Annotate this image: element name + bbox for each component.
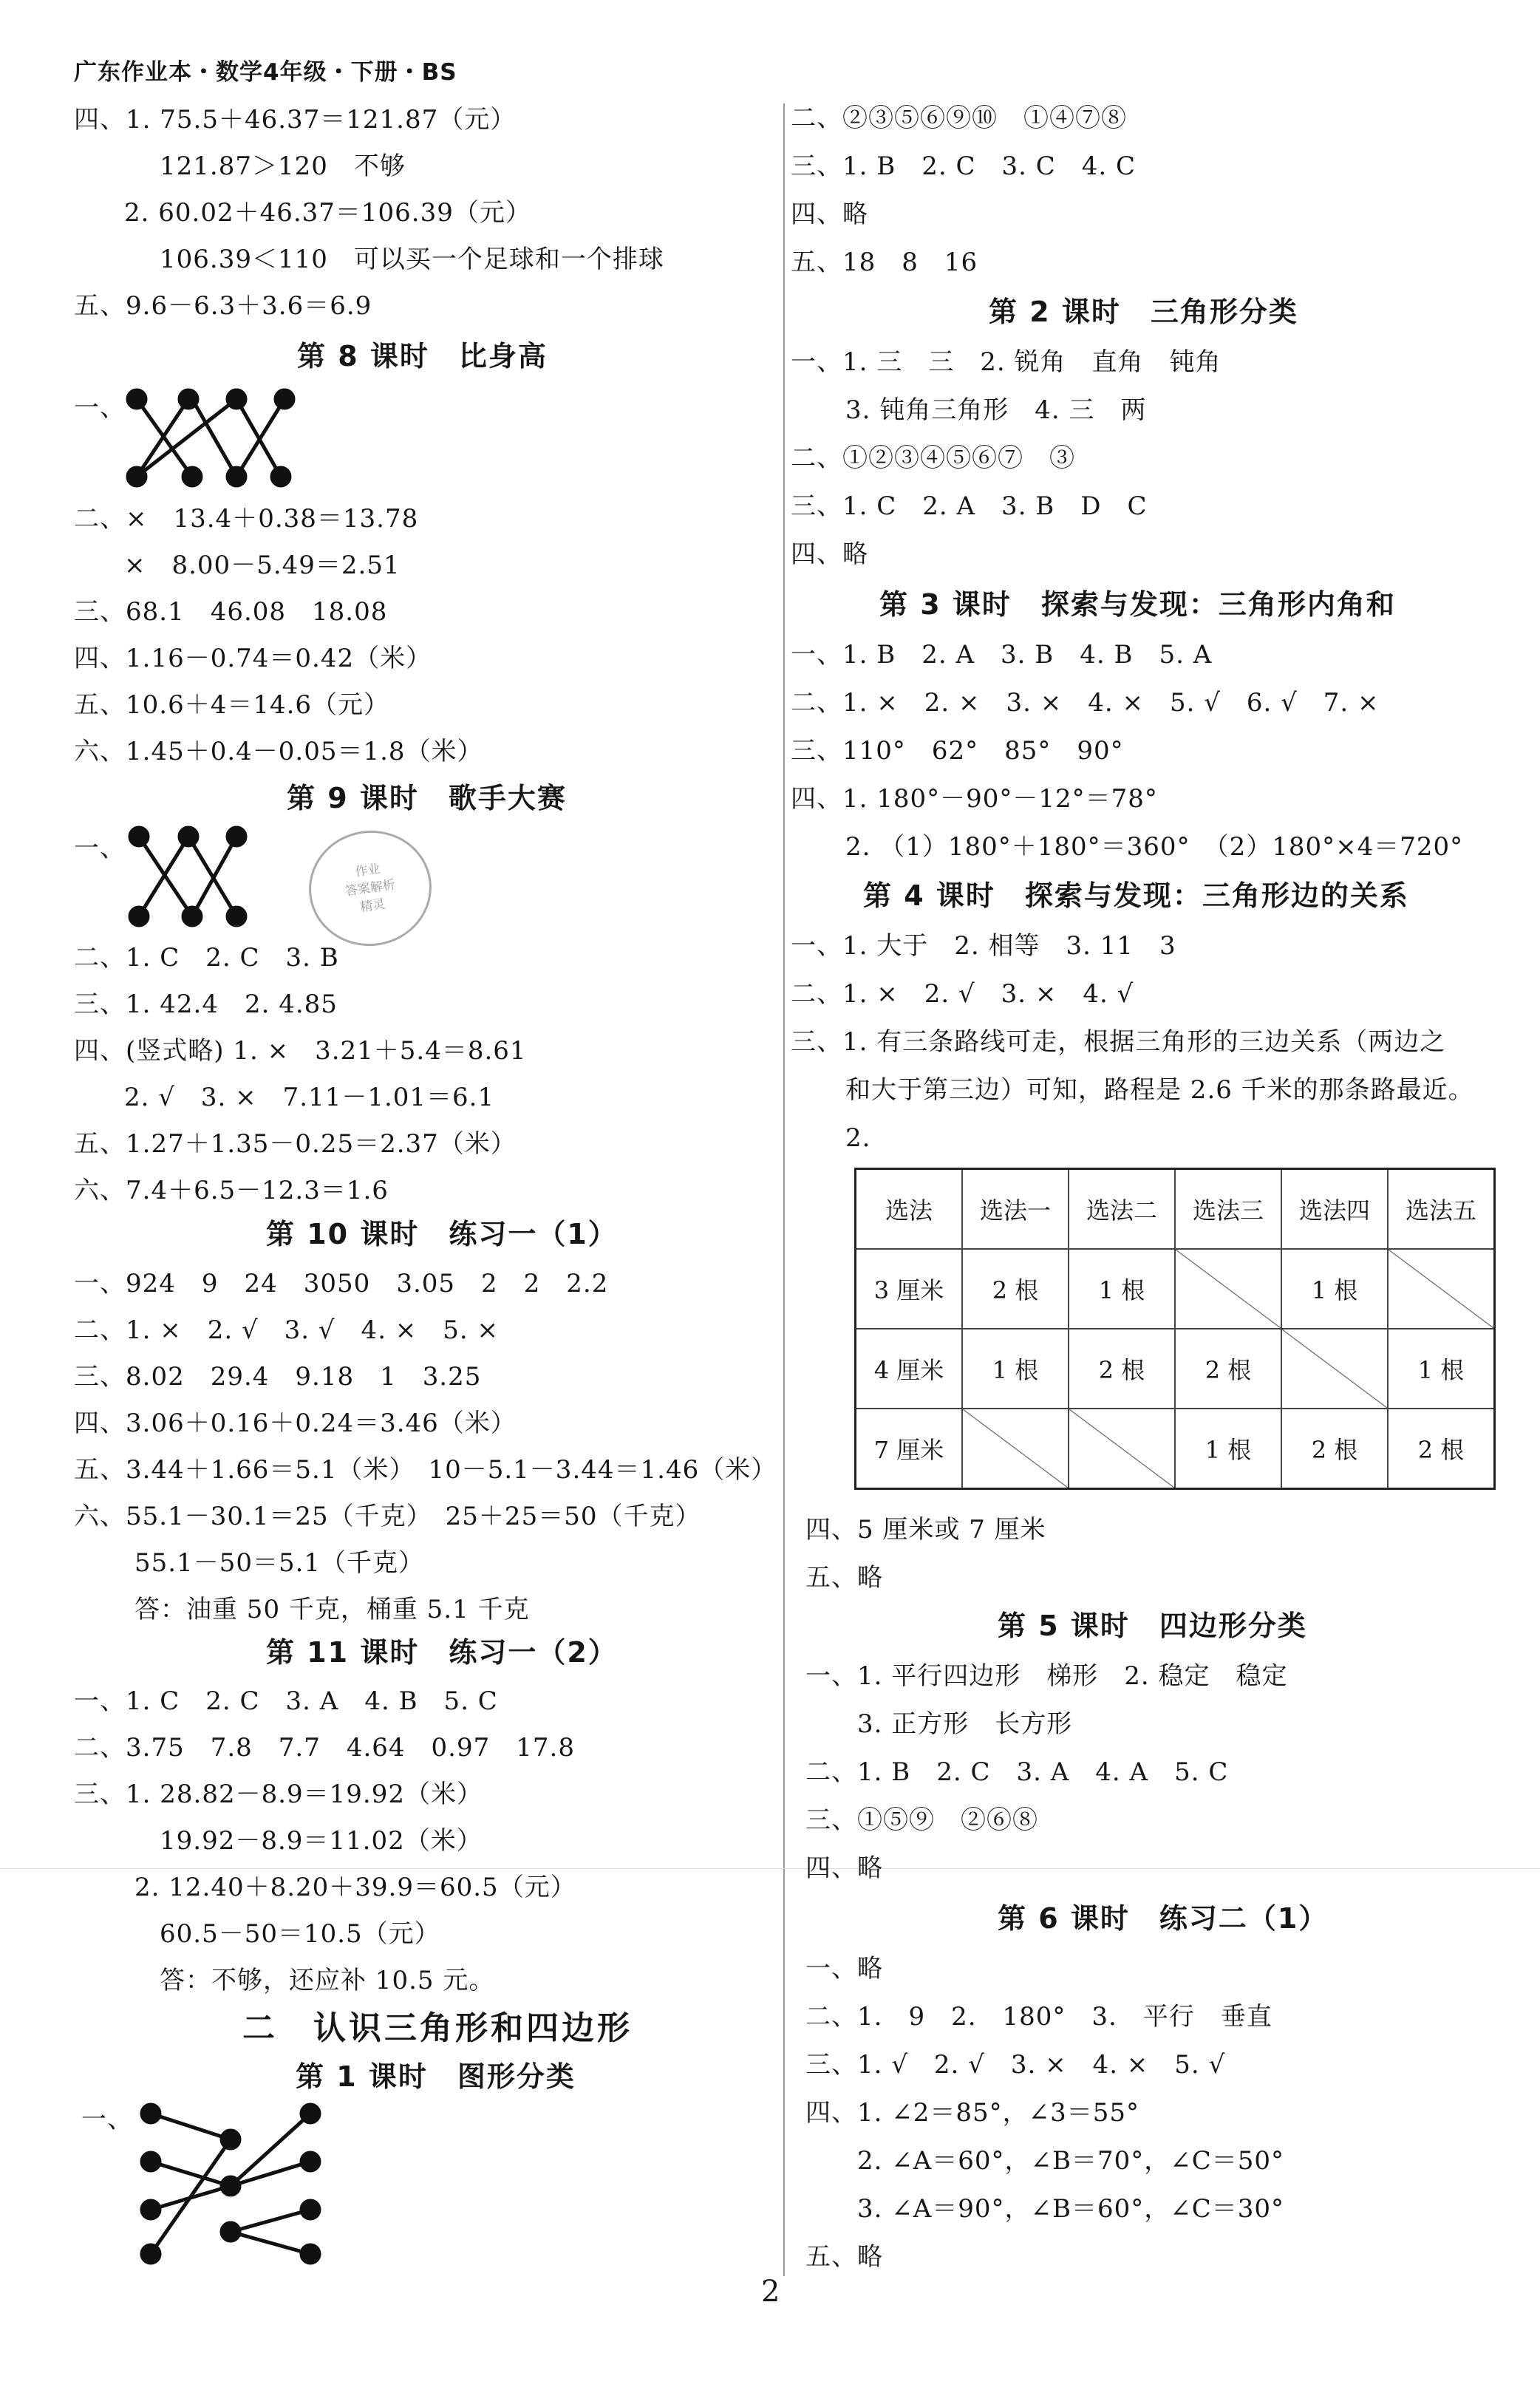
answer-line: 四、1.16－0.74＝0.42（米） — [74, 644, 432, 673]
answer-line: 四、1. ∠2＝85°，∠3＝55° — [805, 2098, 1140, 2128]
table-header-cell: 选法三 — [1175, 1169, 1281, 1250]
lesson-heading: 第 3 课时 探索与发现：三角形内角和 — [879, 588, 1396, 621]
lesson-heading: 第 2 课时 三角形分类 — [989, 296, 1298, 328]
answer-line: 四、3.06＋0.16＋0.24＝3.46（米） — [74, 1409, 517, 1438]
scan-fold-line — [0, 1868, 1540, 1869]
answer-line: 二、①②③④⑤⑥⑦ ③ — [791, 443, 1075, 473]
answer-line: 五、9.6－6.3＋3.6＝6.9 — [74, 291, 372, 321]
answer-line: 四、1. 180°－90°－12°＝78° — [791, 784, 1158, 814]
table-cell-empty — [1388, 1249, 1495, 1329]
answer-line: 二、1. 9 2. 180° 3. 平行 垂直 — [805, 2002, 1272, 2032]
lesson-heading: 第 5 课时 四边形分类 — [998, 1610, 1307, 1642]
table-row-label: 3 厘米 — [856, 1249, 963, 1329]
answer-line: 一、 — [74, 834, 126, 863]
lesson-heading: 第 4 课时 探索与发现：三角形边的关系 — [863, 879, 1409, 912]
table-row-label: 4 厘米 — [856, 1329, 963, 1409]
lesson-heading: 第 1 课时 图形分类 — [296, 2060, 576, 2093]
table-cell: 2 根 — [1069, 1329, 1175, 1409]
answer-line: 60.5－50＝10.5（元） — [160, 1919, 440, 1949]
answer-line: 六、55.1－30.1＝25（千克） 25＋25＝50（千克） — [74, 1502, 701, 1531]
chapter-heading: 二 认识三角形和四边形 — [242, 2009, 633, 2047]
answer-line: 答：不够，还应补 10.5 元。 — [160, 1966, 495, 1995]
answer-line: 2. 60.02＋46.37＝106.39（元） — [124, 198, 531, 228]
answer-line: 五、18 8 16 — [791, 248, 978, 277]
answer-line: 一、1. C 2. C 3. A 4. B 5. C — [74, 1686, 498, 1716]
answer-line: 四、略 — [805, 1853, 883, 1883]
table-header-cell: 选法 — [856, 1169, 963, 1250]
answer-line: 四、5 厘米或 7 厘米 — [805, 1515, 1046, 1545]
page-number: 2 — [761, 2275, 780, 2309]
answer-line: 55.1－50＝5.1（千克） — [134, 1548, 425, 1578]
answer-line: 二、②③⑤⑥⑨⑩ ①④⑦⑧ — [791, 103, 1127, 133]
table-row — [856, 1329, 1495, 1409]
table-cell: 2 根 — [1281, 1409, 1388, 1489]
table-cell: 1 根 — [962, 1329, 1069, 1409]
answer-line: 一、 — [74, 393, 126, 423]
answer-line: 3. 正方形 长方形 — [857, 1709, 1073, 1739]
table-row — [856, 1249, 1495, 1329]
watermark-stamp: 作业 答案解析 精灵 — [301, 823, 439, 954]
answer-line: 五、3.44＋1.66＝5.1（米） 10－5.1－3.44＝1.46（米） — [74, 1455, 777, 1485]
answer-line: 一、1. 平行四边形 梯形 2. 稳定 稳定 — [805, 1661, 1288, 1691]
answer-line: 三、1. B 2. C 3. C 4. C — [791, 151, 1137, 181]
answer-line: 二、3.75 7.8 7.7 4.64 0.97 17.8 — [74, 1733, 575, 1763]
answer-line: 2. √ 3. × 7.11－1.01＝6.1 — [124, 1083, 495, 1112]
answer-line: 三、1. C 2. A 3. B D C — [791, 491, 1148, 521]
answer-line: 三、1. √ 2. √ 3. × 4. × 5. √ — [805, 2050, 1226, 2080]
answer-line: 3. 钝角三角形 4. 三 两 — [845, 395, 1147, 425]
table-row-label: 7 厘米 — [856, 1409, 963, 1489]
table-cell-empty — [1069, 1409, 1175, 1489]
answer-line: 三、1. 有三条路线可走，根据三角形的三边关系（两边之 — [791, 1027, 1446, 1057]
answer-line: 121.87＞120 不够 — [160, 151, 406, 181]
table-row — [856, 1409, 1495, 1489]
lesson-heading: 第 10 课时 练习一（1） — [266, 1218, 618, 1250]
answer-line: 五、略 — [805, 1563, 883, 1593]
answer-line: 五、10.6＋4＝14.6（元） — [74, 690, 390, 720]
table-cell: 1 根 — [1281, 1249, 1388, 1329]
answer-line: 二、1. C 2. C 3. B — [74, 943, 339, 973]
table-header-row — [856, 1169, 1495, 1250]
answer-line: 三、8.02 29.4 9.18 1 3.25 — [74, 1362, 482, 1392]
lesson-heading: 第 6 课时 练习二（1） — [998, 1902, 1329, 1935]
answer-line: 和大于第三边）可知，路程是 2.6 千米的那条路最近。 — [845, 1075, 1474, 1105]
table-cell: 1 根 — [1388, 1329, 1495, 1409]
table-cell-empty — [962, 1409, 1069, 1489]
lesson-heading: 第 9 课时 歌手大赛 — [287, 782, 567, 814]
column-divider — [783, 103, 785, 2276]
answer-line: 三、68.1 46.08 18.08 — [74, 597, 388, 627]
answer-line: 2. （1）180°＋180°＝360° （2）180°×4＝720° — [845, 832, 1464, 862]
answer-line: 五、略 — [805, 2242, 883, 2272]
lesson-heading: 第 11 课时 练习一（2） — [266, 1636, 618, 1669]
answer-line: 2. 12.40＋8.20＋39.9＝60.5（元） — [134, 1873, 576, 1902]
options-table — [854, 1168, 1496, 1490]
answer-line: 3. ∠A＝90°，∠B＝60°，∠C＝30° — [857, 2194, 1285, 2224]
table-header-cell: 选法二 — [1069, 1169, 1175, 1250]
answer-line: 二、1. × 2. √ 3. × 4. √ — [791, 979, 1134, 1009]
answer-line: 四、略 — [791, 539, 868, 569]
answer-line: × 8.00－5.49＝2.51 — [124, 551, 401, 580]
matching-diagram-lesson9 — [118, 822, 266, 933]
table-cell: 1 根 — [1175, 1409, 1281, 1489]
answer-line: 一、1. B 2. A 3. B 4. B 5. A — [791, 640, 1213, 670]
answer-line: 四、略 — [791, 200, 868, 229]
table-header-cell: 选法一 — [962, 1169, 1069, 1250]
answer-line: 二、× 13.4＋0.38＝13.78 — [74, 504, 419, 534]
matching-diagram-lesson8 — [118, 384, 310, 495]
matching-diagram-lesson1 — [133, 2099, 333, 2284]
answer-line: 一、略 — [805, 1954, 883, 1984]
answer-line: 2. — [845, 1123, 871, 1153]
answer-line: 三、1. 42.4 2. 4.85 — [74, 990, 338, 1019]
answer-line: 一、1. 大于 2. 相等 3. 11 3 — [791, 931, 1176, 961]
answer-line: 二、1. × 2. √ 3. √ 4. × 5. × — [74, 1315, 500, 1345]
answer-line: 三、①⑤⑨ ②⑥⑧ — [805, 1805, 1038, 1835]
answer-line: 二、1. × 2. × 3. × 4. × 5. √ 6. √ 7. × — [791, 688, 1380, 718]
answer-line: 一、 — [81, 2105, 133, 2134]
table-header-cell: 选法四 — [1281, 1169, 1388, 1250]
answer-line: 二、1. B 2. C 3. A 4. A 5. C — [805, 1757, 1229, 1787]
answer-line: 一、924 9 24 3050 3.05 2 2 2.2 — [74, 1269, 609, 1298]
answer-line: 三、1. 28.82－8.9＝19.92（米） — [74, 1780, 483, 1809]
answer-line: 106.39＜110 可以买一个足球和一个排球 — [160, 245, 664, 274]
answer-line: 一、1. 三 三 2. 锐角 直角 钝角 — [791, 347, 1222, 377]
table-cell: 2 根 — [1175, 1329, 1281, 1409]
lesson-heading: 第 8 课时 比身高 — [297, 340, 548, 372]
table-cell: 2 根 — [962, 1249, 1069, 1329]
answer-line: 2. ∠A＝60°，∠B＝70°，∠C＝50° — [857, 2146, 1285, 2176]
table-cell: 2 根 — [1388, 1409, 1495, 1489]
answer-line: 五、1.27＋1.35－0.25＝2.37（米） — [74, 1129, 517, 1159]
answer-line: 三、110° 62° 85° 90° — [791, 736, 1124, 766]
answer-line: 答：油重 50 千克，桶重 5.1 千克 — [134, 1595, 530, 1624]
answer-line: 19.92－8.9＝11.02（米） — [160, 1826, 483, 1856]
answer-line: 四、1. 75.5＋46.37＝121.87（元） — [74, 105, 517, 134]
answer-line: 四、(竖式略) 1. × 3.21＋5.4＝8.61 — [74, 1036, 527, 1066]
table-header-cell: 选法五 — [1388, 1169, 1495, 1250]
table-cell-empty — [1175, 1249, 1281, 1329]
table-cell-empty — [1281, 1329, 1388, 1409]
page-header: 广东作业本・数学4年级・下册・BS — [74, 59, 457, 86]
answer-line: 六、7.4＋6.5－12.3＝1.6 — [74, 1176, 389, 1205]
table-cell: 1 根 — [1069, 1249, 1175, 1329]
answer-line: 六、1.45＋0.4－0.05＝1.8（米） — [74, 737, 483, 766]
